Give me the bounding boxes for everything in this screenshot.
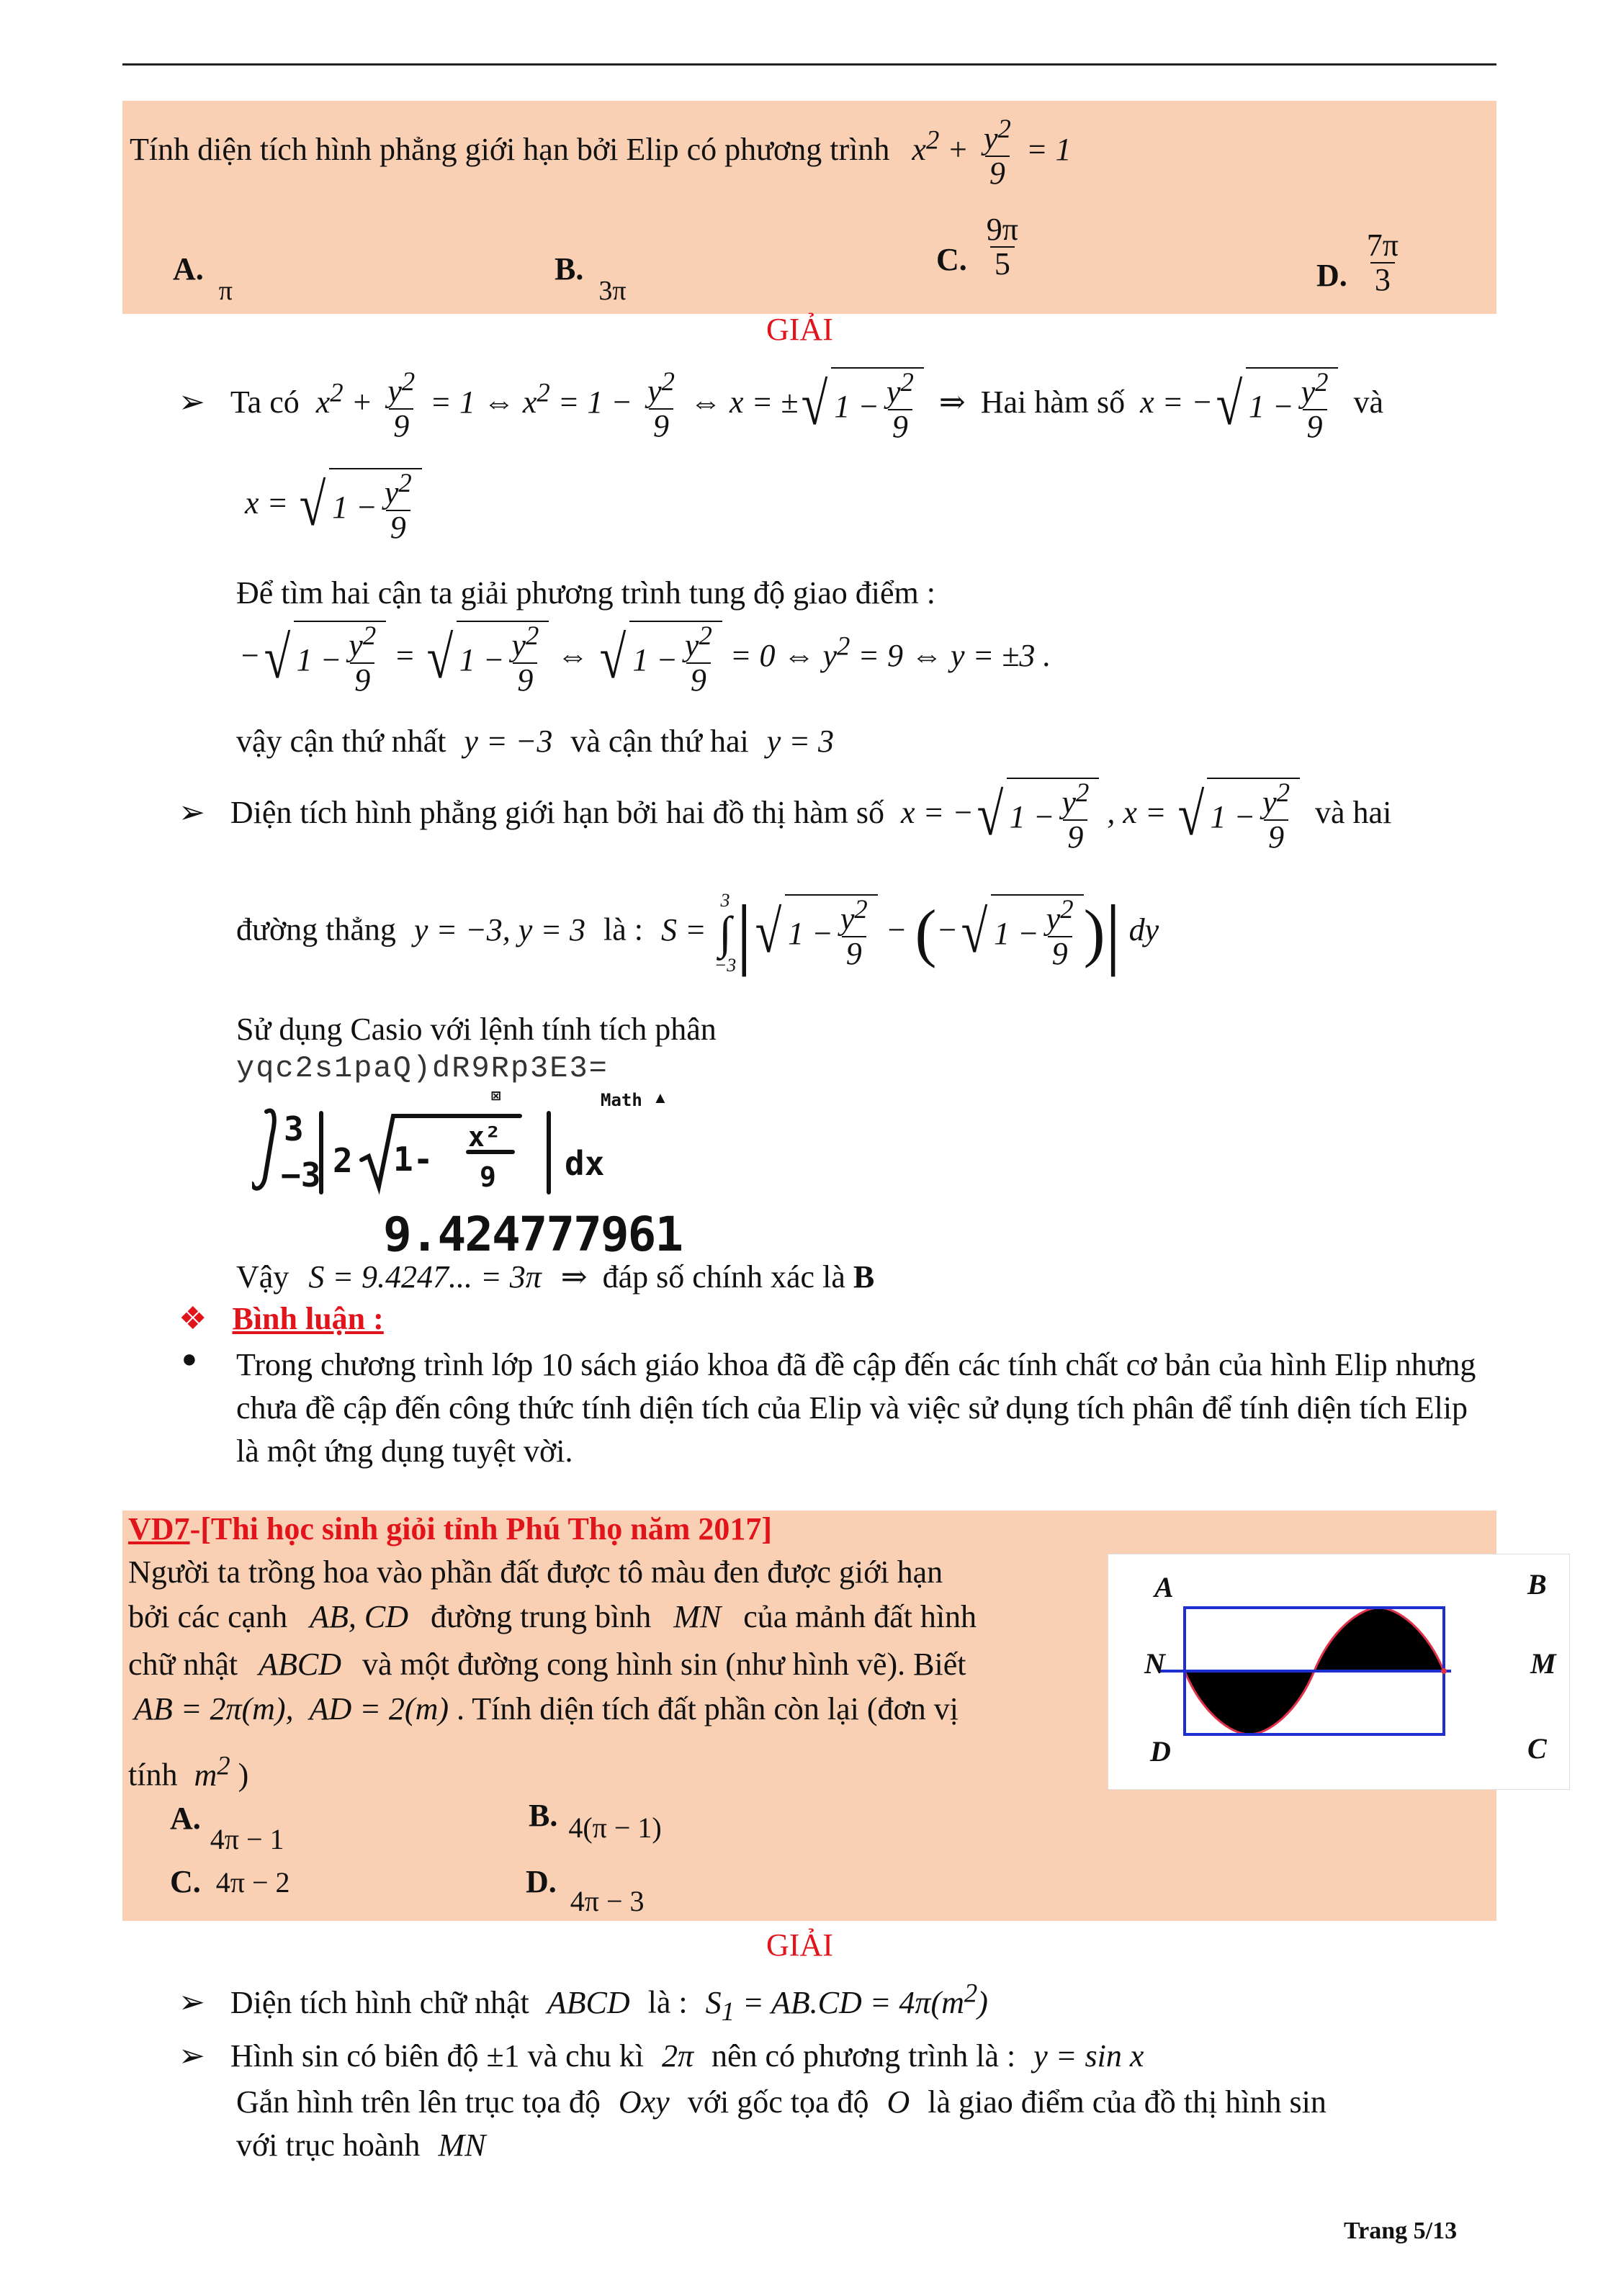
problem1-option-c: C. $\frac{9\pi}{5}$ bbox=[936, 212, 1018, 282]
casio-keys: yqc2s1paQ)dR9Rp3E3= bbox=[236, 1051, 609, 1086]
solution2-step3: Gắn hình trên lên trục tọa độ Oxy với gốc tọa độ O là giao điểm của đồ thị hình sin bbox=[236, 2084, 1327, 2120]
solution1-area-text: ➢ Diện tích hình phẳng giới hạn bởi hai đồ thị hàm số x = − √ 1 − $\frac{y^2}{9}$ , x = √ 1 − $\frac{y^2}{9}$ và hai bbox=[179, 778, 1392, 855]
calc-mode: Math bbox=[601, 1090, 642, 1110]
calc-battery-icon: ⊠ bbox=[491, 1087, 501, 1105]
calc-result: 9.424777961 bbox=[383, 1207, 683, 1262]
calc-expression bbox=[252, 1106, 699, 1199]
label-b: B bbox=[1527, 1568, 1547, 1601]
solution2-step2: ➢ Hình sin có biên độ ±1 và chu kì 2π nên có phương trình là : y = sin x bbox=[179, 2038, 1144, 2074]
solution1-step1: ➢ Ta có $x^2$ + $\frac{y^2}{9}$ = 1 ⇔ $x^2 = 1$ − $\frac{y^2}{9}$ ⇔ x = ± √ 1 − $\frac{y^2}{9}$ ⇒ Hai hàm số x = − √ 1 − $\frac{y^2}{9}$ và bbox=[179, 366, 1383, 444]
problem1-option-d: D. $\frac{7\pi}{3}$ bbox=[1316, 228, 1399, 298]
solution2-step4: với trục hoành MN bbox=[236, 2128, 486, 2163]
problem1-option-a: A. π bbox=[173, 251, 233, 306]
calc-up-icon: ▲ bbox=[652, 1089, 668, 1107]
svg-text:2: 2 bbox=[333, 1141, 353, 1180]
svg-text:−3: −3 bbox=[281, 1156, 321, 1194]
sine-figure-svg bbox=[1108, 1554, 1569, 1789]
comment-heading: ❖ Bình luận : bbox=[179, 1301, 384, 1336]
solution1-integral: đường thẳng y = −3, y = 3 là : S = 3 ∫ −3 | √ 1 − $\frac{y^2}{9}$ − (− √ 1 − $\frac{y^2}{9}$ )| dy bbox=[236, 888, 1159, 976]
svg-text:dx: dx bbox=[565, 1144, 605, 1183]
solution1-conclusion: Vậy S = 9.4247... = 3π ⇒ đáp số chính xác là B bbox=[236, 1259, 875, 1295]
solution2-heading: GIẢI bbox=[766, 1927, 833, 1963]
solution1-heading: GIẢI bbox=[766, 312, 833, 347]
solution1-de-tim: Để tìm hai cận ta giải phương trình tung độ giao điểm : bbox=[236, 575, 935, 611]
arrow-bullet-icon: ➢ bbox=[179, 1984, 205, 2020]
diamond-bullet-icon: ❖ bbox=[179, 1301, 207, 1336]
problem2-title: VD7-[Thi học sinh giỏi tỉnh Phú Thọ năm 2017] bbox=[128, 1511, 773, 1547]
page-number: Trang 5/13 bbox=[1344, 2218, 1458, 2244]
label-a: A bbox=[1154, 1571, 1174, 1603]
problem2-option-a: A. 4π − 1 bbox=[170, 1801, 284, 1855]
label-c: C bbox=[1527, 1732, 1547, 1765]
calculator-display bbox=[252, 1087, 699, 1262]
svg-text:3: 3 bbox=[284, 1109, 304, 1148]
solution1-casio-text: Sử dụng Casio với lệnh tính tích phân bbox=[236, 1012, 717, 1047]
header-rule bbox=[122, 63, 1496, 66]
problem2-line3: chữ nhật ABCD và một đường cong hình sin (như hình vẽ). Biết bbox=[128, 1647, 966, 1682]
problem1-option-b: B. 3π bbox=[555, 251, 627, 306]
problem2-option-c: C. 4π − 2 bbox=[170, 1864, 290, 1899]
problem2-line2: bởi các cạnh AB, CD đường trung bình MN của mảnh đất hình bbox=[128, 1599, 977, 1634]
label-d: D bbox=[1150, 1735, 1171, 1768]
sine-figure bbox=[1108, 1554, 1570, 1790]
ellipse-equation: $x^2$ + $\frac{y^2}{9}$ = 1 bbox=[912, 114, 1072, 191]
label-n: N bbox=[1144, 1647, 1165, 1680]
solution1-function2: x = √ 1 − $\frac{y^2}{9}$ bbox=[245, 468, 422, 544]
svg-text:x²: x² bbox=[468, 1121, 501, 1153]
arrow-bullet-icon: ➢ bbox=[179, 384, 205, 420]
svg-text:9: 9 bbox=[480, 1161, 496, 1193]
problem2-line4: AB = 2π(m), AD = 2(m) . Tính diện tích đất phần còn lại (đơn vị bbox=[134, 1691, 959, 1726]
problem2-option-d: D. 4π − 3 bbox=[526, 1864, 645, 1917]
comment-bullet: ● bbox=[181, 1344, 197, 1373]
label-m: M bbox=[1530, 1647, 1556, 1680]
problem1-question: Tính diện tích hình phẳng giới hạn bởi Elip có phương trình $x^2$ + $\frac{y^2}{9}$ = 1 bbox=[130, 114, 1072, 191]
problem2-option-b: B. 4(π − 1) bbox=[529, 1798, 662, 1844]
comment-text: Trong chương trình lớp 10 sách giáo khoa đã đề cập đến các tính chất cơ bản của hình Elip nhưng chưa đề cập đến công thức tính diện tích của Elip và việc sử dụng tích phân để tính diện tích Elip là một ứng dụng tuyệt vời. bbox=[236, 1347, 1476, 1469]
svg-text:1-: 1- bbox=[393, 1140, 434, 1179]
solution2-step1: ➢ Diện tích hình chữ nhật ABCD là : $S_1 = AB.CD = 4\pi(m^2)$ bbox=[179, 1978, 988, 2026]
arrow-bullet-icon: ➢ bbox=[179, 795, 205, 831]
problem2-line5: tính $m^2$ ) bbox=[128, 1750, 249, 1793]
problem2-line1: Người ta trồng hoa vào phần đất được tô màu đen được giới hạn bbox=[128, 1554, 943, 1590]
arrow-bullet-icon: ➢ bbox=[179, 2038, 205, 2074]
solution1-bounds: vậy cận thứ nhất y = −3 và cận thứ hai y = 3 bbox=[236, 724, 834, 759]
solution1-intersection: − √ 1 − $\frac{y^2}{9}$ = √ 1 − $\frac{y^2}{9}$ ⇔ √ 1 − $\frac{y^2}{9}$ = 0 ⇔ $y^2 = 9$ ⇔ y = ±3 . bbox=[239, 621, 1051, 698]
